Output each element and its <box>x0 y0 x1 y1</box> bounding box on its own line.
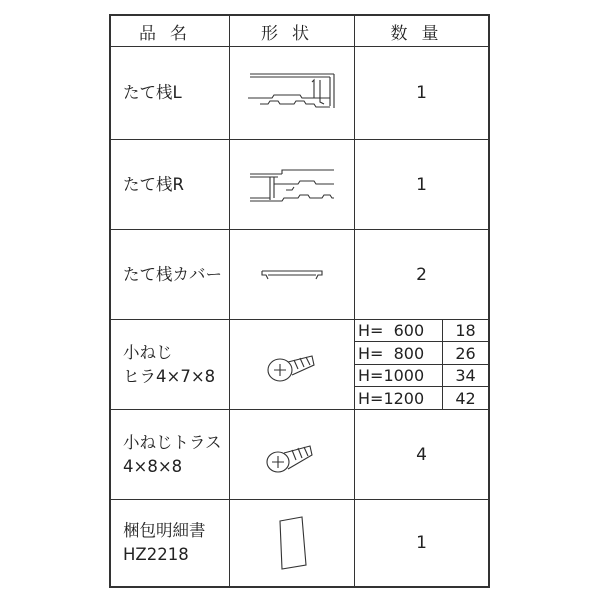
row-2-name: たて桟R <box>123 174 184 194</box>
row-4-name: 小ねじ ヒラ4×7×8 <box>123 342 216 386</box>
row-1-name: たて桟L <box>123 83 182 102</box>
header-quantity: 数量 <box>390 23 453 44</box>
row-6-quantity: 1 <box>416 533 427 553</box>
screw-qty-600: 18 <box>455 321 476 340</box>
row-1-quantity: 1 <box>416 83 427 103</box>
packing-list-sheet-icon <box>230 500 354 586</box>
vertical-bar-l-profile-icon <box>230 47 354 139</box>
header-shape: 形状 <box>261 23 323 44</box>
parts-table <box>109 14 490 588</box>
flat-head-screw-icon <box>230 320 354 409</box>
screw-qty-800: 26 <box>455 343 476 363</box>
row-3-name: たて桟カバー <box>123 264 222 284</box>
row-6-name: 梱包明細書 HZ2218 <box>123 521 206 564</box>
vertical-bar-r-profile-icon <box>230 140 354 229</box>
row-2-quantity: 1 <box>416 174 427 195</box>
screw-h-1200: H=1200 <box>358 388 425 408</box>
screw-qty-1000: 34 <box>455 366 476 385</box>
screw-h-1000: H=1000 <box>358 366 425 385</box>
row-3-quantity: 2 <box>416 264 427 285</box>
bar-cover-profile-icon <box>230 230 354 319</box>
header-name: 品名 <box>139 23 201 44</box>
screw-h-600: H= 600 <box>358 321 425 340</box>
row-5-quantity: 4 <box>416 444 427 465</box>
screw-qty-1200: 42 <box>455 388 476 408</box>
screw-h-800: H= 800 <box>358 343 425 363</box>
truss-head-screw-icon <box>230 410 354 499</box>
row-5-name: 小ねじトラス 4×8×8 <box>123 432 222 476</box>
